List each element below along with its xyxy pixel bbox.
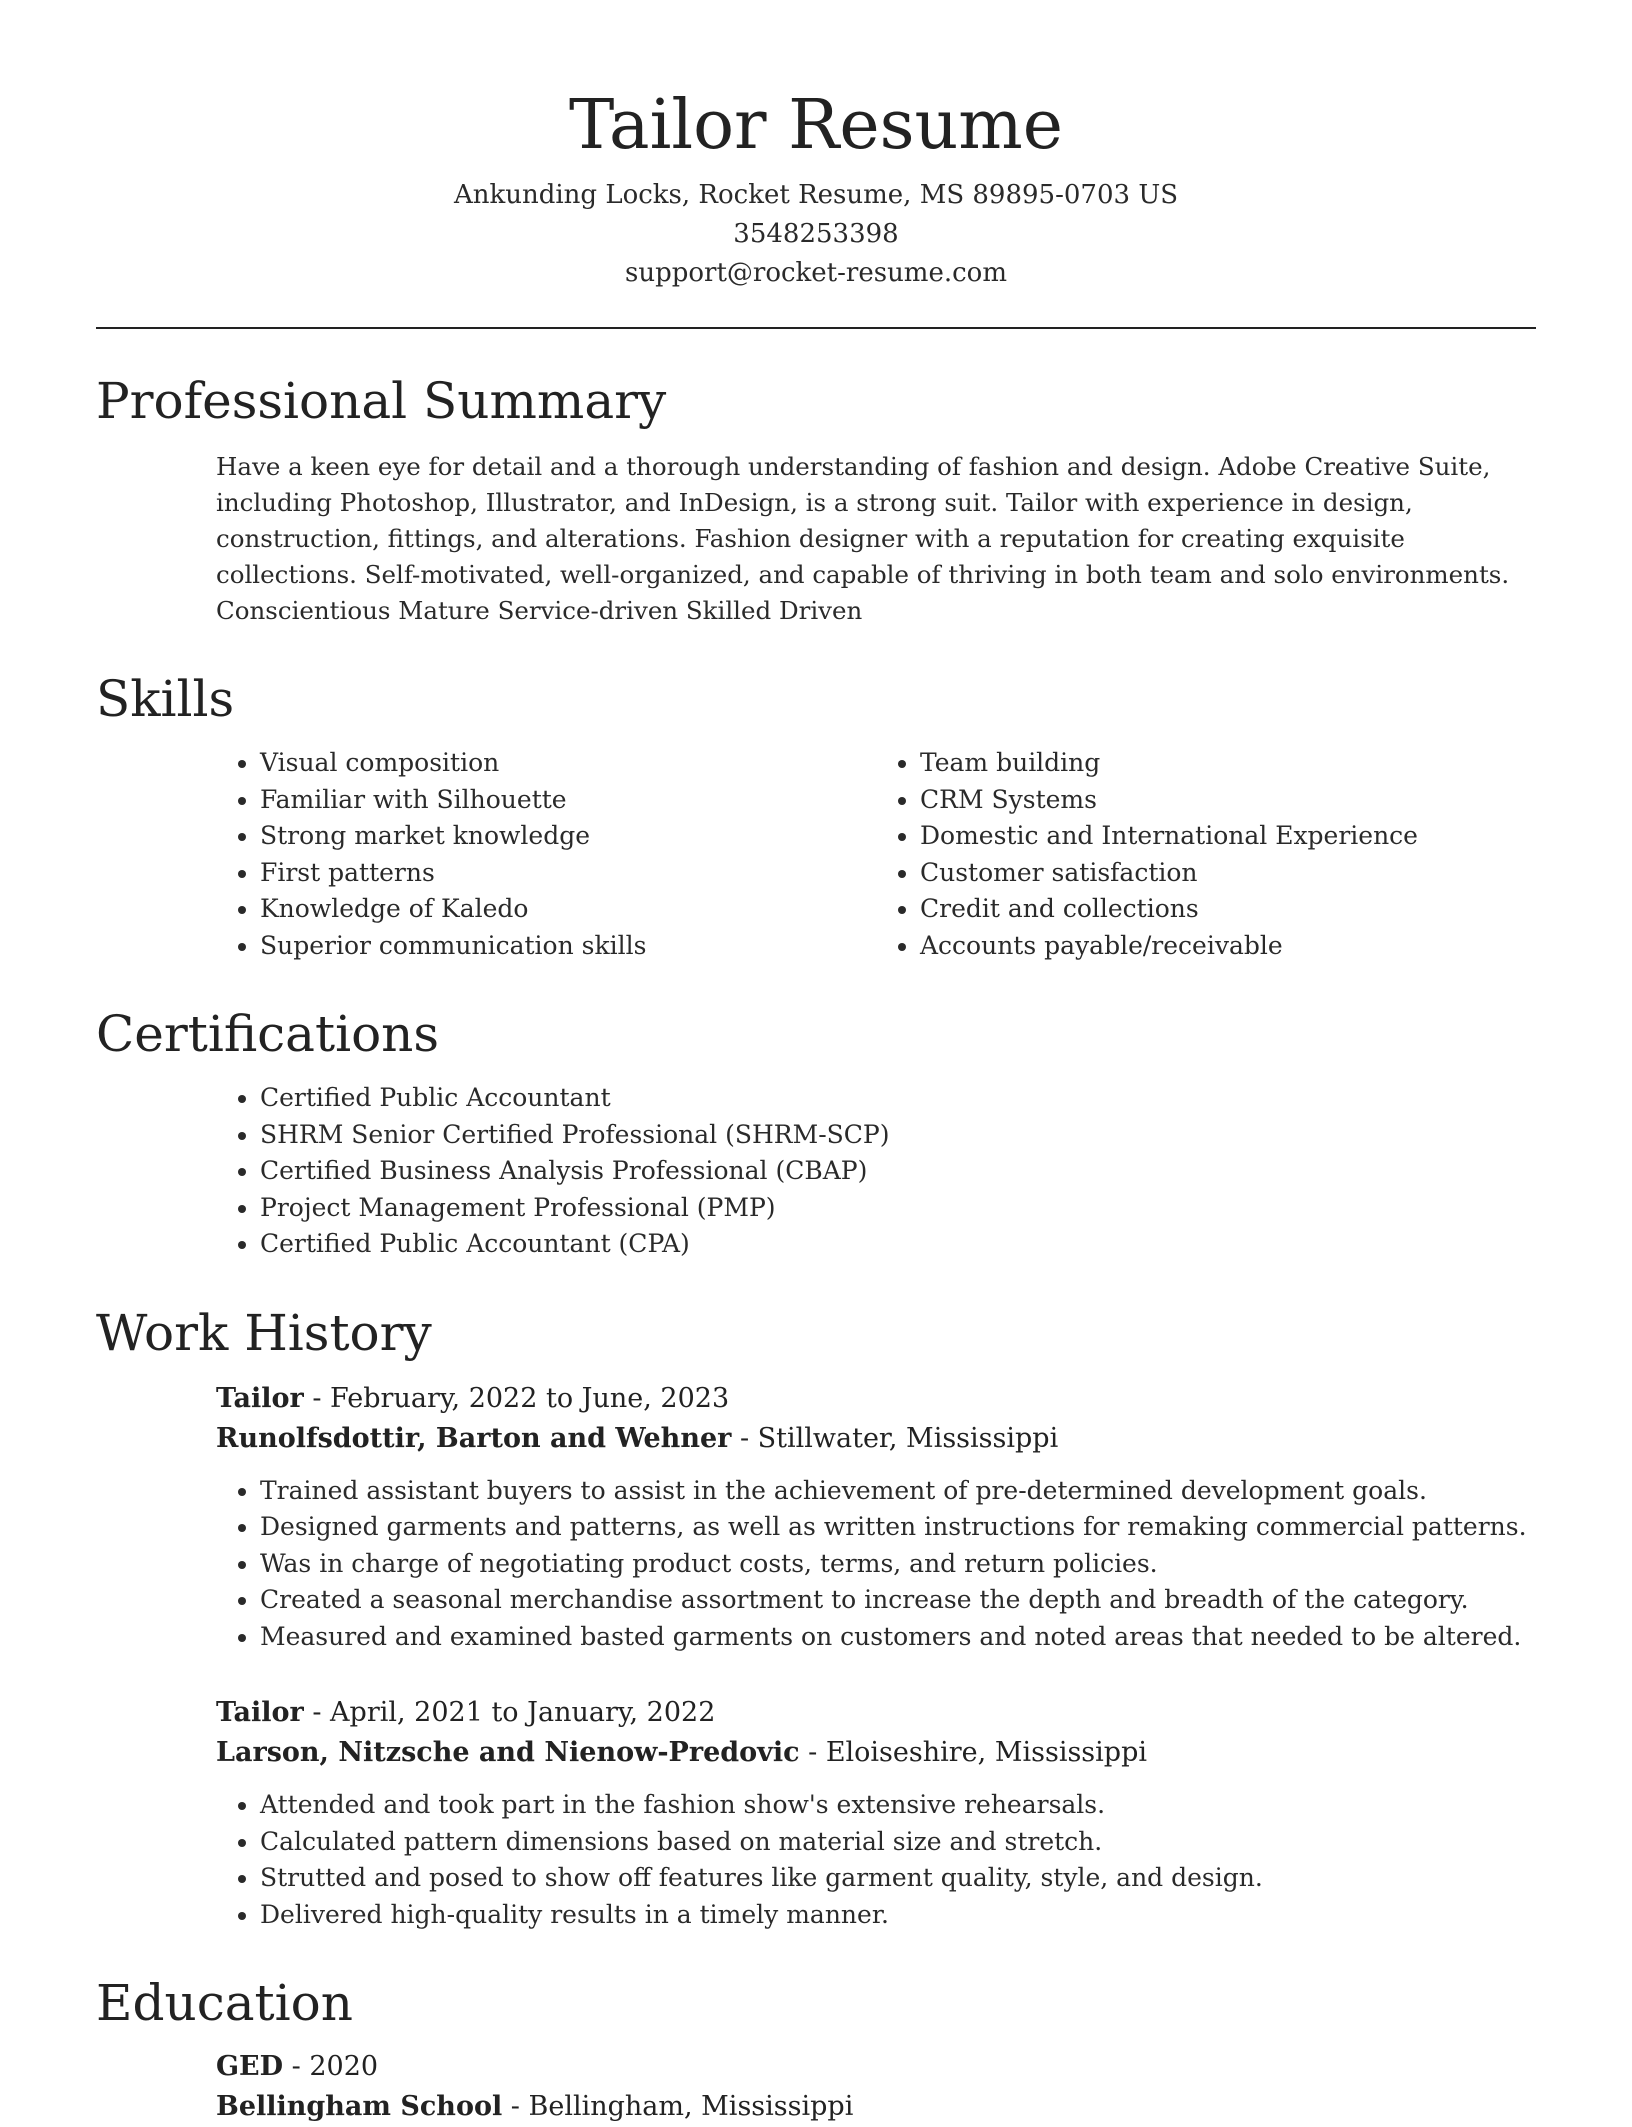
skill-item: • Strong market knowledge — [260, 818, 876, 855]
job-duty-item: • Trained assistant buyers to assist in the achievement of pre-determined development goals. — [260, 1473, 1536, 1510]
job-entry — [216, 1379, 1536, 1656]
skill-item: • CRM Systems — [920, 782, 1536, 819]
contact-email: support@rocket-resume.com — [624, 258, 1007, 288]
job-title: Tailor — [216, 1382, 304, 1414]
summary-section — [96, 371, 1536, 629]
candidate-name: Tailor Resume — [568, 86, 1064, 165]
job-duties — [216, 1473, 1536, 1656]
job-company-line — [216, 1733, 1536, 1773]
skills-section — [96, 669, 1536, 964]
graduation-year: - 2020 — [283, 2051, 379, 2082]
education-entry — [216, 2047, 1536, 2127]
job-duty-item: • Delivered high-quality results in a timely manner. — [260, 1897, 1536, 1934]
job-title-line — [216, 1379, 1536, 1419]
school-line — [216, 2087, 1536, 2127]
certifications-list — [216, 1080, 1536, 1263]
job-dates: - April, 2021 to January, 2022 — [303, 1697, 716, 1728]
job-location: - Stillwater, Mississippi — [731, 1422, 1059, 1454]
job-duty-item: • Attended and took part in the fashion show's extensive rehearsals. — [260, 1787, 1536, 1824]
certifications-heading: Certifications — [96, 1005, 440, 1063]
certification-item: • Certified Business Analysis Professional (CBAP) — [260, 1153, 1536, 1190]
skill-item: • Customer satisfaction — [920, 855, 1536, 892]
certifications-section — [96, 1004, 1536, 1263]
skills-list-left — [216, 745, 876, 964]
skill-item: • Domestic and International Experience — [920, 818, 1536, 855]
job-company: Runolfsdottir, Barton and Wehner — [216, 1422, 732, 1454]
job-company: Larson, Nitzsche and Nienow-Predovic — [216, 1737, 800, 1768]
job-duty-item: • Calculated pattern dimensions based on material size and stretch. — [260, 1824, 1536, 1861]
work-history-section — [96, 1303, 1536, 1934]
job-location: - Eloiseshire, Mississippi — [799, 1737, 1147, 1768]
job-duties — [216, 1787, 1536, 1933]
education-heading: Education — [96, 1974, 353, 2032]
certification-item: • Certified Public Accountant — [260, 1080, 1536, 1117]
job-title: Tailor — [216, 1697, 304, 1728]
skill-item: • Superior communication skills — [260, 928, 876, 965]
summary-heading: Professional Summary — [96, 372, 667, 430]
skill-item: • Visual composition — [260, 745, 876, 782]
certification-item: • SHRM Senior Certified Professional (SHRM-SCP) — [260, 1117, 1536, 1154]
certification-item: • Certified Public Accountant (CPA) — [260, 1226, 1536, 1263]
contact-phone: 3548253398 — [733, 219, 899, 249]
work-history-heading: Work History — [96, 1303, 432, 1362]
skill-item: • First patterns — [260, 855, 876, 892]
job-company-line — [216, 1419, 1536, 1459]
school-location: - Bellingham, Mississippi — [502, 2091, 854, 2122]
school-name: Bellingham School — [216, 2091, 503, 2122]
skill-item: • Knowledge of Kaledo — [260, 891, 876, 928]
skill-item: • Team building — [920, 745, 1536, 782]
skill-item: • Familiar with Silhouette — [260, 782, 876, 819]
certification-item: • Project Management Professional (PMP) — [260, 1190, 1536, 1227]
job-duty-item: • Measured and examined basted garments on customers and noted areas that needed to be altered. — [260, 1619, 1536, 1656]
job-duty-item: • Created a seasonal merchandise assortment to increase the depth and breadth of the category. — [260, 1582, 1536, 1619]
job-entry — [216, 1693, 1536, 1933]
summary-text: Have a keen eye for detail and a thorough understanding of fashion and design. Adobe Creative Suite, including Photoshop, Illustrator, and InDesign, is a strong suit. Tailor with experience in design, construction, fittings, and alterations. Fashion designer with a reputation for creating exquisite collections. Self-motivated, well-organized, and capable of thriving in both team and solo environments. Conscientious Mature Service-driven Skilled Driven — [216, 452, 1510, 625]
skills-heading: Skills — [96, 670, 235, 728]
skills-columns — [216, 745, 1536, 964]
job-duty-item: • Strutted and posed to show off features like garment quality, style, and design. — [260, 1860, 1536, 1897]
contact-address: Ankunding Locks, Rocket Resume, MS 89895-0703 US — [453, 180, 1179, 210]
skill-item: • Credit and collections — [920, 891, 1536, 928]
degree-line — [216, 2047, 1536, 2087]
skill-item: • Accounts payable/receivable — [920, 928, 1536, 965]
job-duty-item: • Was in charge of negotiating product costs, terms, and return policies. — [260, 1546, 1536, 1583]
resume-header — [96, 0, 1536, 293]
education-section — [96, 1973, 1536, 2127]
contact-block — [96, 176, 1536, 293]
job-duty-item: • Designed garments and patterns, as well as written instructions for remaking commercial patterns. — [260, 1509, 1536, 1546]
skills-list-right — [876, 745, 1536, 964]
job-dates: - February, 2022 to June, 2023 — [303, 1382, 730, 1414]
degree: GED — [216, 2051, 284, 2082]
job-title-line — [216, 1693, 1536, 1733]
header-divider — [96, 327, 1536, 329]
